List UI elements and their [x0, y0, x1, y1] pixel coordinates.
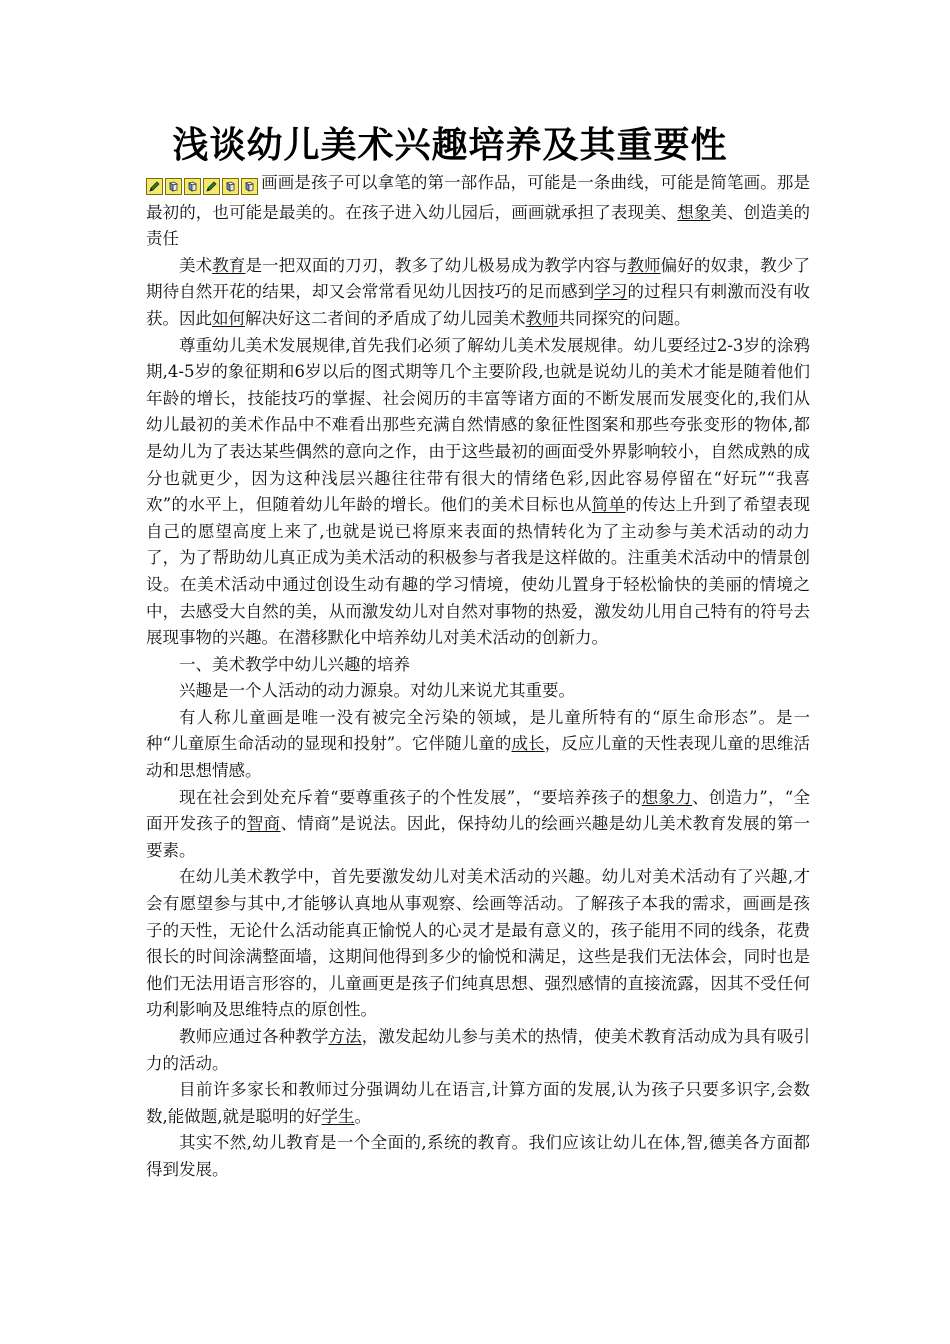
text-span: 其实不然,幼儿教育是一个全面的,系统的教育。我们应该让幼儿在体,智,德美各方面都得到发展。 — [146, 1133, 810, 1179]
hyperlink-text[interactable]: 想象 — [677, 202, 711, 222]
text-span: 的过程只有刺激而没有收获。因此 — [146, 282, 811, 328]
text-span: 。 — [354, 1106, 371, 1126]
paragraph — [146, 1077, 810, 1130]
hyperlink-text[interactable]: 学生 — [321, 1106, 355, 1126]
text-span: 兴趣是一个人活动的动力源泉。对幼儿来说尤其重要。 — [179, 681, 575, 701]
text-span: 现在社会到处充斥着“要尊重孩子的个性发展”，“要培养孩子的 — [179, 787, 642, 807]
book-icon — [184, 178, 201, 195]
article-body — [146, 170, 810, 1184]
hyperlink-text[interactable]: 教育 — [212, 255, 246, 275]
text-span: 教师应通过各种教学 — [179, 1027, 329, 1046]
text-span: ，激发起幼儿参与美术的热情，使美术教育活动成为具有吸引力的活动。 — [146, 1027, 811, 1073]
text-span: 美术 — [179, 255, 213, 275]
hyperlink-text[interactable]: 智商 — [246, 814, 281, 834]
text-span: 、情商”是说法。因此，保持幼儿的绘画兴趣是幼儿美术教育发展的第一要素。 — [146, 814, 811, 860]
paragraph — [146, 678, 810, 705]
book-icon — [165, 178, 182, 195]
hyperlink-text[interactable]: 成长 — [511, 734, 545, 754]
text-span: 是一把双面的刀刃，教多了幼儿极易成为教学内容与 — [245, 255, 628, 275]
text-span: 有人称儿童画是唯一没有被完全污染的领域，是儿童所特有的“原生命形态”。是一种“儿童原生命活动的显现和投射”。它伴随儿童的 — [146, 707, 810, 754]
text-span: 共同探究的问题。 — [558, 308, 691, 328]
hyperlink-text[interactable]: 教师 — [627, 255, 661, 275]
text-span: 、创造力”，“全面开发孩子的 — [146, 787, 810, 834]
paragraph — [146, 1130, 810, 1183]
page-title: 浅谈幼儿美术兴趣培养及其重要性 — [172, 125, 728, 166]
toolbar-icons — [146, 173, 260, 200]
text-span: 在幼儿美术教学中，首先要激发幼儿对美术活动的兴趣。幼儿对美术活动有了兴趣,才会有愿望参与其中,才能够认真地从事观察、绘画等活动。了解孩子本我的需求，画画是孩子的天性，无论什么活动能真正愉悦人的心灵才是最有意义的，孩子能用不同的线条，花费很长的时间涂满整面墙，这期间他得到多少的愉悦和满足，这些是我们无法体会，同时也是他们无法用语言形容的，儿童画更是孩子们纯真思想、强烈感情的直接流露，因其不受任何功利影响及思维特点的原创性。 — [146, 867, 810, 1020]
paragraph — [146, 1024, 810, 1077]
paragraph — [146, 170, 810, 253]
hyperlink-text[interactable]: 如何 — [212, 308, 245, 328]
hyperlink-text[interactable]: 教师 — [525, 308, 559, 328]
paragraph — [146, 652, 810, 679]
pencil-icon — [146, 178, 163, 195]
paragraph — [146, 864, 810, 1024]
pencil-icon — [203, 178, 220, 195]
book-icon — [222, 178, 239, 195]
hyperlink-text[interactable]: 学习 — [594, 282, 628, 302]
text-span: ，反应儿童的天性表现儿童的思维活动和思想情感。 — [146, 734, 811, 781]
text-span: 解决好这二者间的矛盾成了幼儿园美术 — [245, 308, 526, 328]
text-span: 画画是孩子可以拿笔的第一部作品，可能是一条曲线，可能是简笔画。那是最初的，也可能是最美的。在孩子进入幼儿园后，画画就承担了表现美、 — [146, 173, 810, 222]
text-span: 目前许多家长和教师过分强调幼儿在语言,计算方面的发展,认为孩子只要多识字,会数数,能做题,就是聪明的好 — [146, 1080, 810, 1126]
text-span: 偏好的奴隶，教少了期待自然开花的结果，却又会常常看见幼儿因技巧的足而感到 — [146, 255, 811, 302]
book-icon — [241, 178, 258, 195]
paragraph — [146, 253, 810, 333]
hyperlink-text[interactable]: 想象力 — [641, 787, 693, 807]
paragraph — [146, 785, 810, 865]
paragraph — [146, 333, 810, 652]
text-span: 尊重幼儿美术发展规律,首先我们必须了解幼儿美术发展规律。幼儿要经过2-3岁的涂鸦期,4-5岁的象征期和6岁以后的图式期等几个主要阶段,也就是说幼儿的美术才能是随着他们年龄的增长，技能技巧的掌握、社会阅历的丰富等诸方面的不断发展而发展变化的,我们从幼儿最初的美术作品中不难看出那些充满自然情感的象征性图案和那些夸张变形的物体,都是幼儿为了表达某些偶然的意向之作，由于这些最初的画面受外界影响较小，自然成熟的成分也就更少，因为这种浅层兴趣往往带有很大的情绪色彩,因此容易停留在“好玩”“我喜欢”的水平上，但随着幼儿年龄的增长。他们的美术目标也从 — [146, 335, 810, 515]
paragraph — [146, 705, 810, 785]
hyperlink-text[interactable]: 方法 — [328, 1027, 362, 1046]
text-span: 一、美术教学中幼儿兴趣的培养 — [179, 654, 410, 674]
hyperlink-text[interactable]: 简单 — [591, 495, 626, 515]
text-span: 美、创造美的责任 — [146, 202, 811, 249]
text-span: 的传达上升到了希望表现自己的愿望高度上来了,也就是说已将原来表面的热情转化为了主动参与美术活动的动力了，为了帮助幼儿真正成为美术活动的积极参与者我是这样做的。注重美术活动中的情景创设。在美术活动中通过创设生动有趣的学习情境，使幼儿置身于轻松愉快的美丽的情境之中，去感受大自然的美，从而激发幼儿对自然对事物的热爱，激发幼儿用自己特有的符号去展现事物的兴趣。在潜移默化中培养幼儿对美术活动的创新力。 — [146, 495, 811, 648]
